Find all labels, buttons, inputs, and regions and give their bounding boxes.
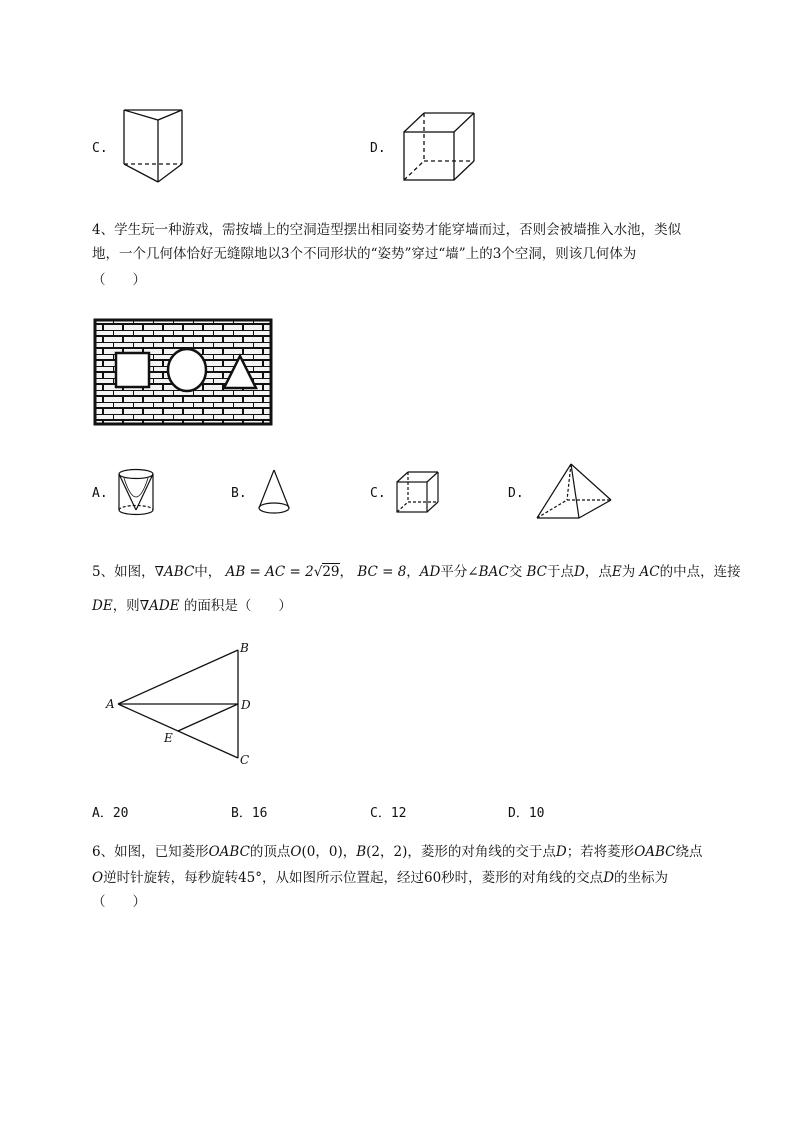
q5-point-e: E — [611, 564, 622, 580]
q6-p7: 逆时针旋转，每秒旋转45°，从如图所示位置起，经过60秒时，菱形的对角线的交点 — [103, 870, 604, 886]
q5-area: 的面积是 — [183, 598, 238, 614]
pyramid-figure — [535, 462, 615, 522]
q6-o2: O — [92, 870, 104, 886]
q5-bc-eq: BC = 8 — [357, 564, 407, 580]
q5-prefix: 5、如图， — [92, 564, 155, 580]
q5-sqrt-symbol: √ — [313, 564, 323, 580]
q6-d2: D — [603, 870, 615, 886]
triangle-abc-figure — [100, 638, 270, 770]
fig-label-e: E — [164, 731, 173, 745]
q4-option-c-label: C. — [370, 486, 386, 501]
q5-dian-e: ，点 — [584, 564, 612, 580]
q5-de: DE — [92, 598, 113, 614]
q6-oabc: OABC — [208, 844, 250, 860]
q4-text-line1: 4、学生玩一种游戏，需按墙上的空洞造型摆出相同姿势才能穿墙而过，否则会被墙推入水池，类似 — [92, 222, 682, 238]
q6-p1: 6、如图，已知菱形 — [92, 844, 209, 860]
q5-ab-ac-eq: AB = AC = 2 — [225, 564, 314, 580]
q6-b: B — [356, 844, 367, 860]
q5-wei: 为 — [621, 564, 636, 580]
q6-p4: (2，2)，菱形的对角线的交于点 — [366, 844, 556, 860]
q5-option-a: A．20 — [92, 806, 129, 821]
q5-triangle-abc: ∇ABC — [154, 564, 195, 580]
q6-p6: 绕点 — [675, 844, 703, 860]
q6-p3: (0，0)， — [301, 844, 357, 860]
q5-sqrt-radicand: 29 — [322, 564, 340, 580]
brick-wall-figure — [93, 318, 273, 426]
cone-figure — [256, 468, 292, 518]
fig-label-c: C — [240, 753, 250, 767]
q5-option-c: C．12 — [370, 806, 407, 821]
q5-triangle-ade: ∇ADE — [139, 598, 180, 614]
cube-figure-q3 — [400, 110, 480, 185]
q6-p5: ；若将菱形 — [566, 844, 635, 860]
q5-zhong: 中， — [194, 564, 222, 580]
q5-option-b: B．16 — [231, 806, 268, 821]
q6-o: O — [290, 844, 302, 860]
q4-option-a-label: A. — [92, 486, 108, 501]
q4-text-line2: 地，一个几何体恰好无缝隙地以3个不同形状的“姿势”穿过“墙”上的3个空洞，则该几何体为 — [92, 246, 637, 262]
option-c-label: C. — [92, 141, 108, 156]
q5-ze: ，则 — [112, 598, 140, 614]
q5-jiao: 交 — [508, 564, 523, 580]
q5-blank: （ ） — [237, 598, 292, 614]
q6-p2: 的顶点 — [249, 844, 291, 860]
q6-oabc2: OABC — [634, 844, 676, 860]
cube-figure-q4 — [395, 470, 441, 514]
q6-blank: （ ） — [92, 894, 146, 910]
q5-ac: AC — [639, 564, 660, 580]
option-d-label: D. — [370, 141, 386, 156]
q5-angle-bac: ∠BAC — [467, 564, 509, 580]
triangular-prism-figure — [118, 106, 188, 186]
q5-yu-dian: 于点 — [547, 564, 574, 580]
q6-text-line1 — [92, 842, 742, 862]
q6-d: D — [555, 844, 567, 860]
q5-option-d: D．10 — [508, 806, 545, 821]
cylinder-figure — [116, 468, 158, 518]
q6-p8: 的坐标为 — [614, 870, 669, 886]
q5-zhongdian: 的中点，连接 — [659, 564, 741, 580]
q6-text-line2 — [92, 868, 742, 888]
fig-label-d: D — [241, 698, 251, 712]
q5-bc: BC — [526, 564, 547, 580]
q4-option-b-label: B. — [231, 486, 247, 501]
fig-label-b: B — [240, 641, 249, 655]
q5-ad: AD — [419, 564, 441, 580]
q5-pingfen: 平分 — [440, 564, 468, 580]
q4-option-d-label: D. — [508, 486, 524, 501]
q5-text-line1: 5、如图，∇ABC中， AB = AC = 2√29， BC = 8，AD平分∠BAC交 BC于点D，点E为 AC的中点，连接 — [92, 564, 741, 580]
q5-point-d: D — [574, 564, 585, 580]
q5-text-line2 — [92, 596, 742, 616]
fig-label-a: A — [106, 697, 115, 711]
q4-blank: （ ） — [92, 272, 146, 288]
